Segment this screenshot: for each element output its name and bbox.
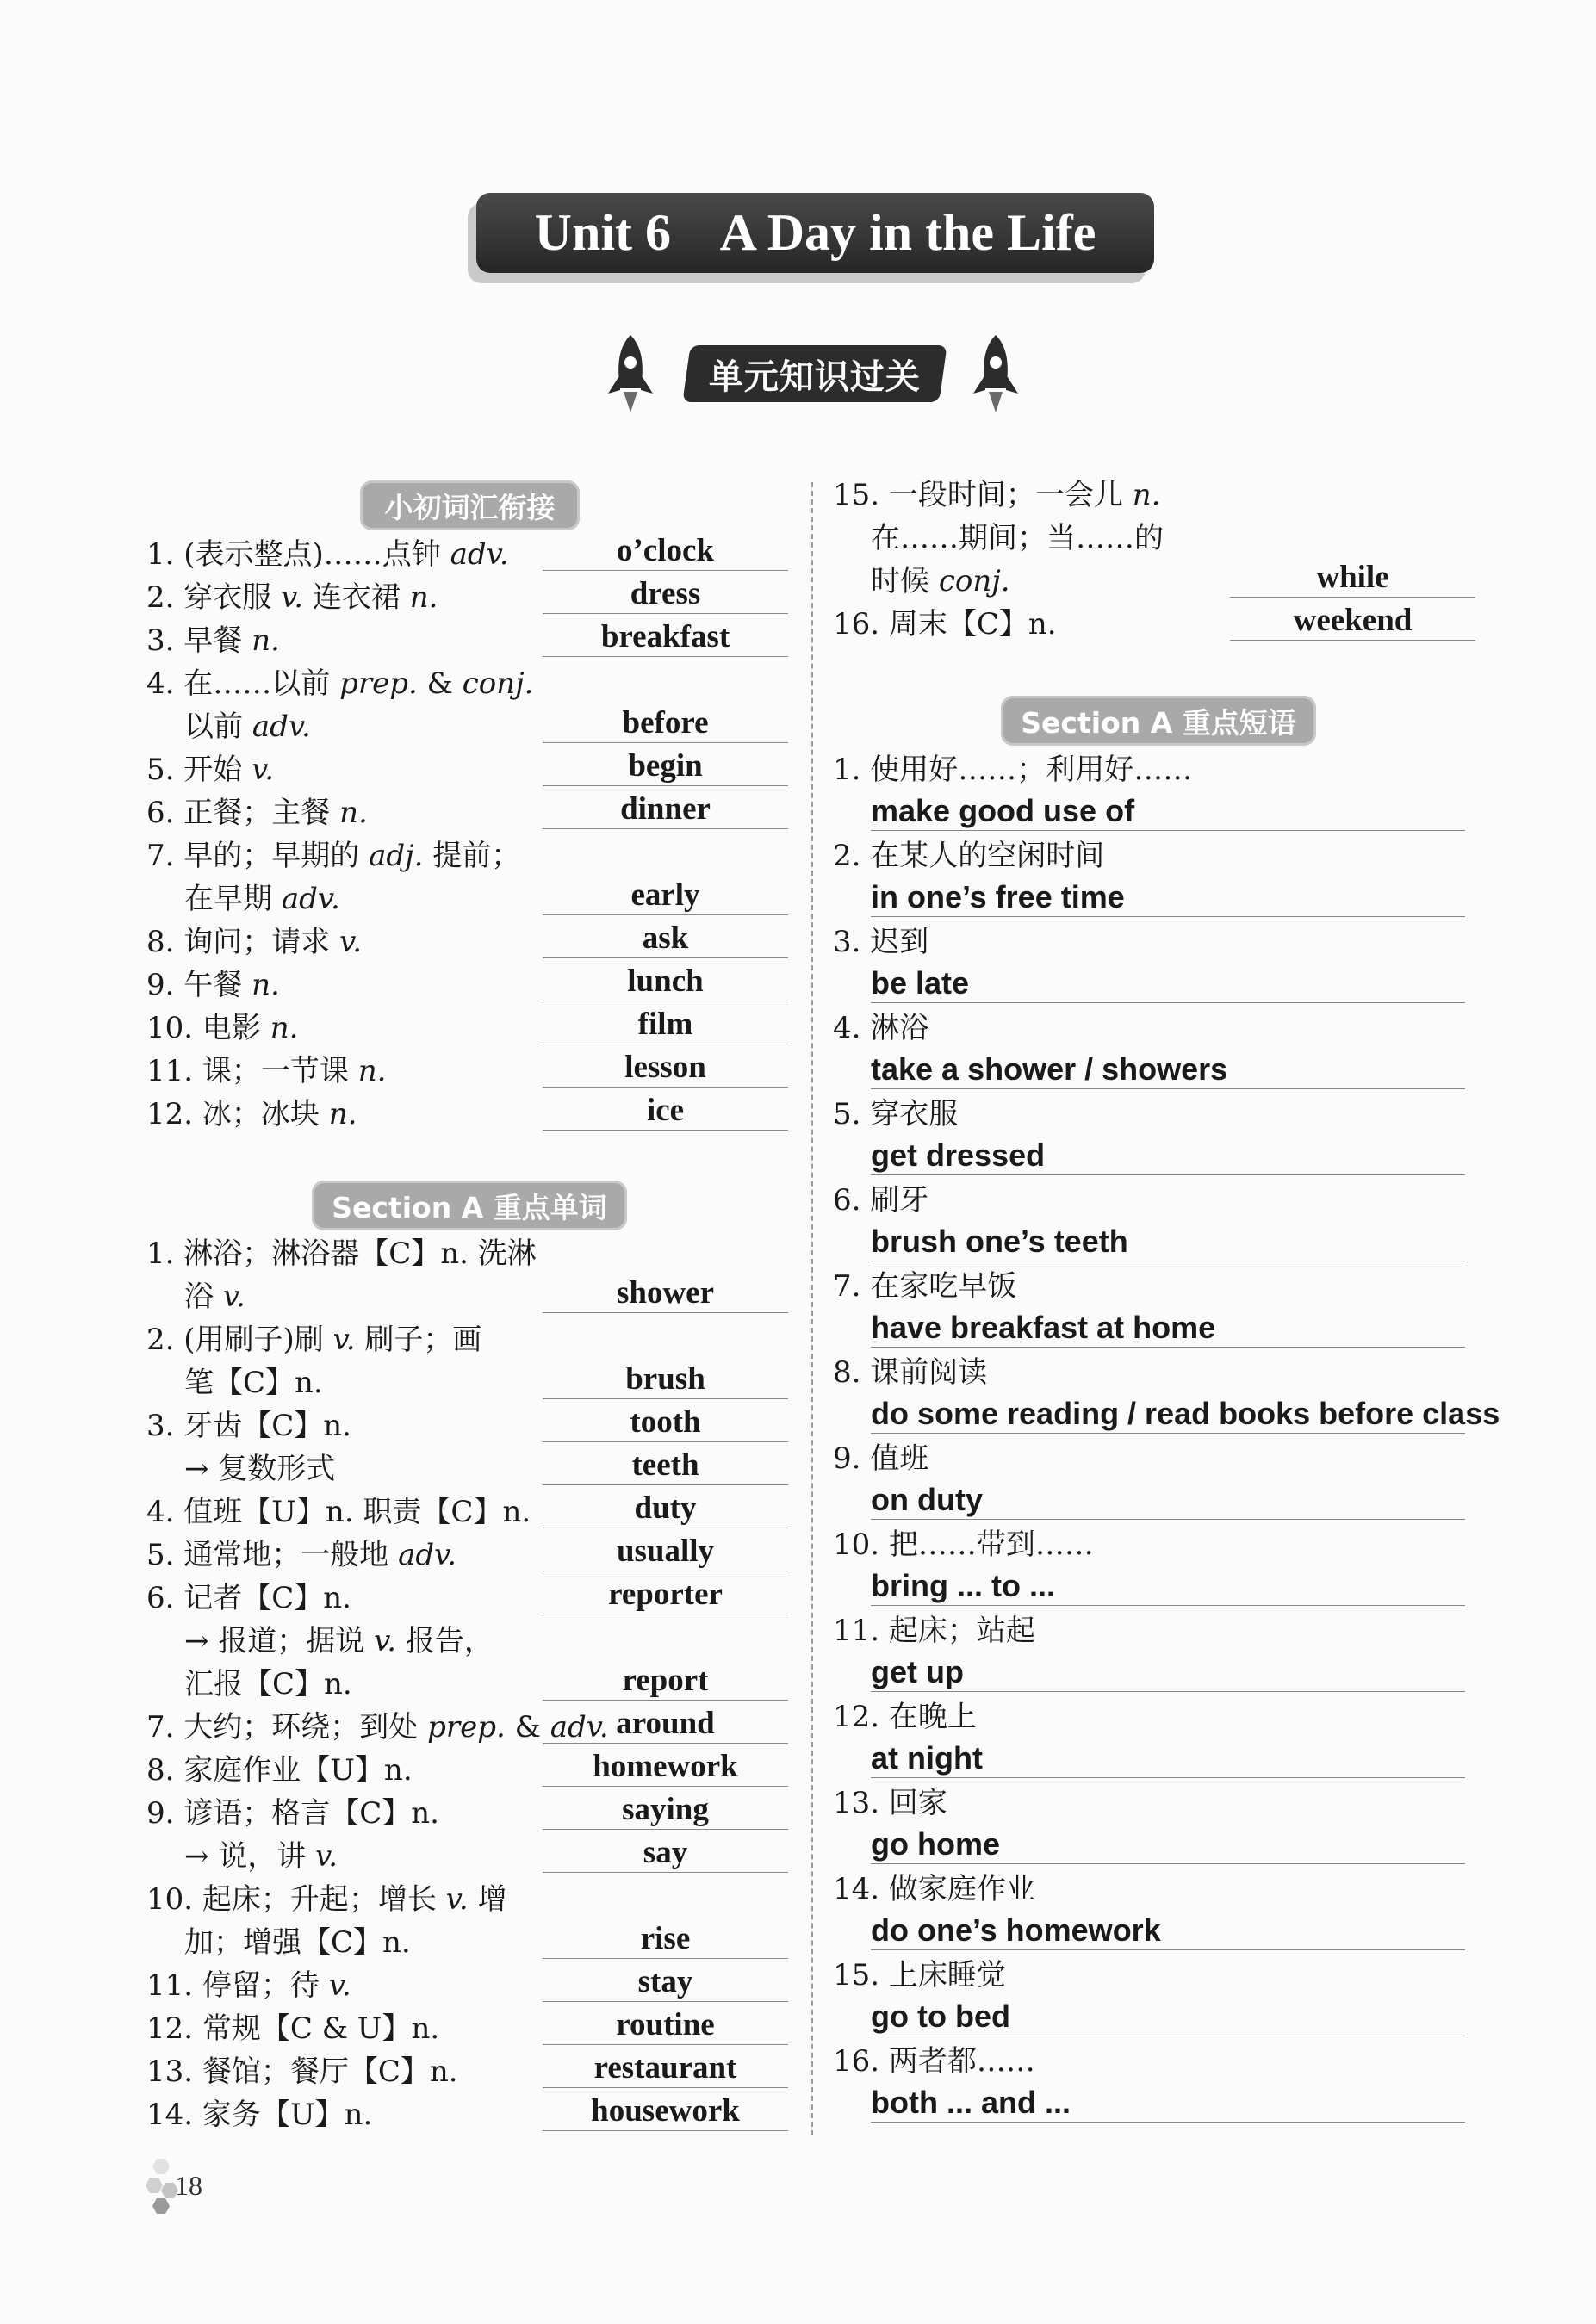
word-prompt: 10. 起床；升起；增长 v. 增 <box>146 1882 507 1917</box>
word-answer: usually <box>543 1533 788 1571</box>
word-prompt: 6. 正餐；主餐 n. <box>146 796 368 830</box>
phrase-answer: have breakfast at home <box>871 1309 1465 1348</box>
unit-title-banner <box>476 193 1154 273</box>
word-answer: tooth <box>543 1404 788 1442</box>
word-answer: ice <box>543 1092 788 1131</box>
word-prompt: 时候 conj. <box>871 564 1010 598</box>
word-prompt: 11. 停留；待 v. <box>146 1968 351 2003</box>
word-prompt: 8. 询问；请求 v. <box>146 925 363 959</box>
word-prompt: → 报道；据说 v. 报告， <box>184 1624 494 1658</box>
phrase-answer: bring ... to ... <box>871 1567 1465 1606</box>
phrase-prompt: 9. 值班 <box>833 1441 929 1476</box>
phrase-prompt: 7. 在家吃早饭 <box>833 1269 1017 1304</box>
word-prompt: 加；增强【C】n. <box>184 1925 411 1960</box>
word-prompt: 7. 早的；早期的 adj. 提前； <box>146 839 521 873</box>
word-prompt: 14. 家务【U】n. <box>146 2098 373 2132</box>
word-answer: routine <box>543 2006 788 2045</box>
word-prompt: 在早期 adv. <box>184 882 340 916</box>
subtitle-badge <box>682 345 947 402</box>
phrase-prompt: 10. 把……带到…… <box>833 1528 1094 1562</box>
word-answer: begin <box>543 747 788 786</box>
phrase-answer: take a shower / showers <box>871 1050 1465 1089</box>
word-answer: dinner <box>543 790 788 829</box>
word-answer: homework <box>543 1748 788 1787</box>
rocket-icon <box>968 332 1023 418</box>
unit-title: Unit 6 A Day in the Life <box>534 204 1096 261</box>
word-answer: weekend <box>1230 602 1475 641</box>
phrase-answer: do one’s homework <box>871 1912 1465 1950</box>
subtitle-banner <box>603 332 1025 418</box>
word-prompt: 2. (用刷子)刷 v. 刷子；画 <box>146 1323 482 1357</box>
phrase-prompt: 3. 迟到 <box>833 925 929 959</box>
word-prompt: 5. 通常地；一般地 adv. <box>146 1538 457 1572</box>
word-answer: duty <box>543 1490 788 1528</box>
phrase-prompt: 12. 在晚上 <box>833 1700 977 1734</box>
word-prompt: 5. 开始 v. <box>146 753 275 787</box>
page-number: 18 <box>175 2170 202 2201</box>
word-prompt: 笔【C】n. <box>184 1366 323 1400</box>
phrase-answer: brush one’s teeth <box>871 1223 1465 1261</box>
word-answer: restaurant <box>543 2049 788 2088</box>
section-tag-key-words: Section A 重点单词 <box>312 1181 627 1230</box>
word-prompt: 10. 电影 n. <box>146 1011 299 1045</box>
phrase-answer: on duty <box>871 1481 1465 1520</box>
section-tag-vocab-bridge: 小初词汇衔接 <box>360 480 580 530</box>
word-answer: housework <box>543 2092 788 2131</box>
word-prompt: 汇报【C】n. <box>184 1667 352 1701</box>
word-answer: shower <box>543 1274 788 1313</box>
word-answer: dress <box>543 575 788 614</box>
phrase-answer: both ... and ... <box>871 2084 1465 2123</box>
word-prompt: 3. 牙齿【C】n. <box>146 1409 351 1443</box>
phrase-prompt: 1. 使用好……；利用好…… <box>833 753 1193 787</box>
word-prompt: 12. 冰；冰块 n. <box>146 1097 357 1131</box>
word-answer: while <box>1230 559 1475 598</box>
phrase-answer: do some reading / read books before class <box>871 1395 1465 1434</box>
phrase-prompt: 6. 刷牙 <box>833 1183 929 1218</box>
phrase-answer: at night <box>871 1739 1465 1778</box>
word-prompt: 6. 记者【C】n. <box>146 1581 351 1615</box>
phrase-prompt: 16. 两者都…… <box>833 2044 1035 2079</box>
word-prompt: 4. 值班【U】n. 职责【C】n. <box>146 1495 531 1529</box>
phrase-prompt: 2. 在某人的空闲时间 <box>833 839 1105 873</box>
word-prompt: 11. 课；一节课 n. <box>146 1054 387 1088</box>
phrase-prompt: 15. 上床睡觉 <box>833 1958 1006 1992</box>
phrase-prompt: 5. 穿衣服 <box>833 1097 959 1131</box>
word-prompt: 1. 淋浴；淋浴器【C】n. 洗淋 <box>146 1236 537 1271</box>
word-answer: before <box>543 704 788 743</box>
word-prompt: 8. 家庭作业【U】n. <box>146 1753 413 1788</box>
phrase-prompt: 4. 淋浴 <box>833 1011 929 1045</box>
word-prompt: 3. 早餐 n. <box>146 623 280 658</box>
phrase-prompt: 11. 起床；站起 <box>833 1614 1035 1648</box>
word-prompt: 浴 v. <box>184 1280 245 1314</box>
phrase-answer: in one’s free time <box>871 878 1465 917</box>
word-answer: rise <box>543 1920 788 1959</box>
word-answer: breakfast <box>543 618 788 657</box>
phrase-answer: go to bed <box>871 1998 1465 2036</box>
word-answer: say <box>543 1834 788 1873</box>
rocket-icon <box>603 332 658 418</box>
word-prompt: 16. 周末【C】n. <box>833 607 1057 641</box>
word-answer: film <box>543 1006 788 1044</box>
phrase-prompt: 13. 回家 <box>833 1786 947 1820</box>
phrase-answer: get up <box>871 1653 1465 1692</box>
word-answer: ask <box>543 920 788 958</box>
word-answer: lunch <box>543 963 788 1001</box>
word-answer: saying <box>543 1791 788 1830</box>
word-prompt: 7. 大约；环绕；到处 prep. & adv. <box>146 1710 609 1745</box>
word-answer: teeth <box>543 1447 788 1485</box>
phrase-prompt: 14. 做家庭作业 <box>833 1872 1035 1906</box>
word-prompt: 13. 餐馆；餐厅【C】n. <box>146 2054 458 2089</box>
word-prompt: 9. 谚语；格言【C】n. <box>146 1796 439 1831</box>
phrase-answer: get dressed <box>871 1137 1465 1175</box>
section-tag-key-phrases: Section A 重点短语 <box>1001 696 1316 746</box>
word-answer: early <box>543 877 788 915</box>
word-prompt: → 复数形式 <box>184 1452 336 1486</box>
word-answer: brush <box>543 1360 788 1399</box>
word-prompt: 2. 穿衣服 v. 连衣裙 n. <box>146 580 438 615</box>
phrase-answer: go home <box>871 1825 1465 1864</box>
word-answer: reporter <box>543 1576 788 1614</box>
phrase-answer: make good use of <box>871 792 1465 831</box>
column-divider <box>811 482 813 2135</box>
word-prompt: 4. 在……以前 prep. & conj. <box>146 666 534 701</box>
phrase-answer: be late <box>871 964 1465 1003</box>
word-prompt: 12. 常规【C & U】n. <box>146 2011 440 2046</box>
word-answer: report <box>543 1662 788 1701</box>
word-prompt: 15. 一段时间；一会儿 n. <box>833 478 1161 512</box>
word-prompt: 9. 午餐 n. <box>146 968 280 1002</box>
phrase-prompt: 8. 课前阅读 <box>833 1355 988 1390</box>
subtitle-text: 单元知识过关 <box>709 356 921 397</box>
word-answer: lesson <box>543 1049 788 1088</box>
word-answer: around <box>543 1705 788 1744</box>
word-prompt: 以前 adv. <box>184 710 311 744</box>
word-answer: stay <box>543 1963 788 2002</box>
word-answer: o’clock <box>543 532 788 571</box>
word-prompt: → 说，讲 v. <box>184 1839 338 1874</box>
word-prompt: 1. (表示整点)……点钟 adv. <box>146 537 509 572</box>
word-prompt: 在……期间；当……的 <box>871 521 1164 555</box>
